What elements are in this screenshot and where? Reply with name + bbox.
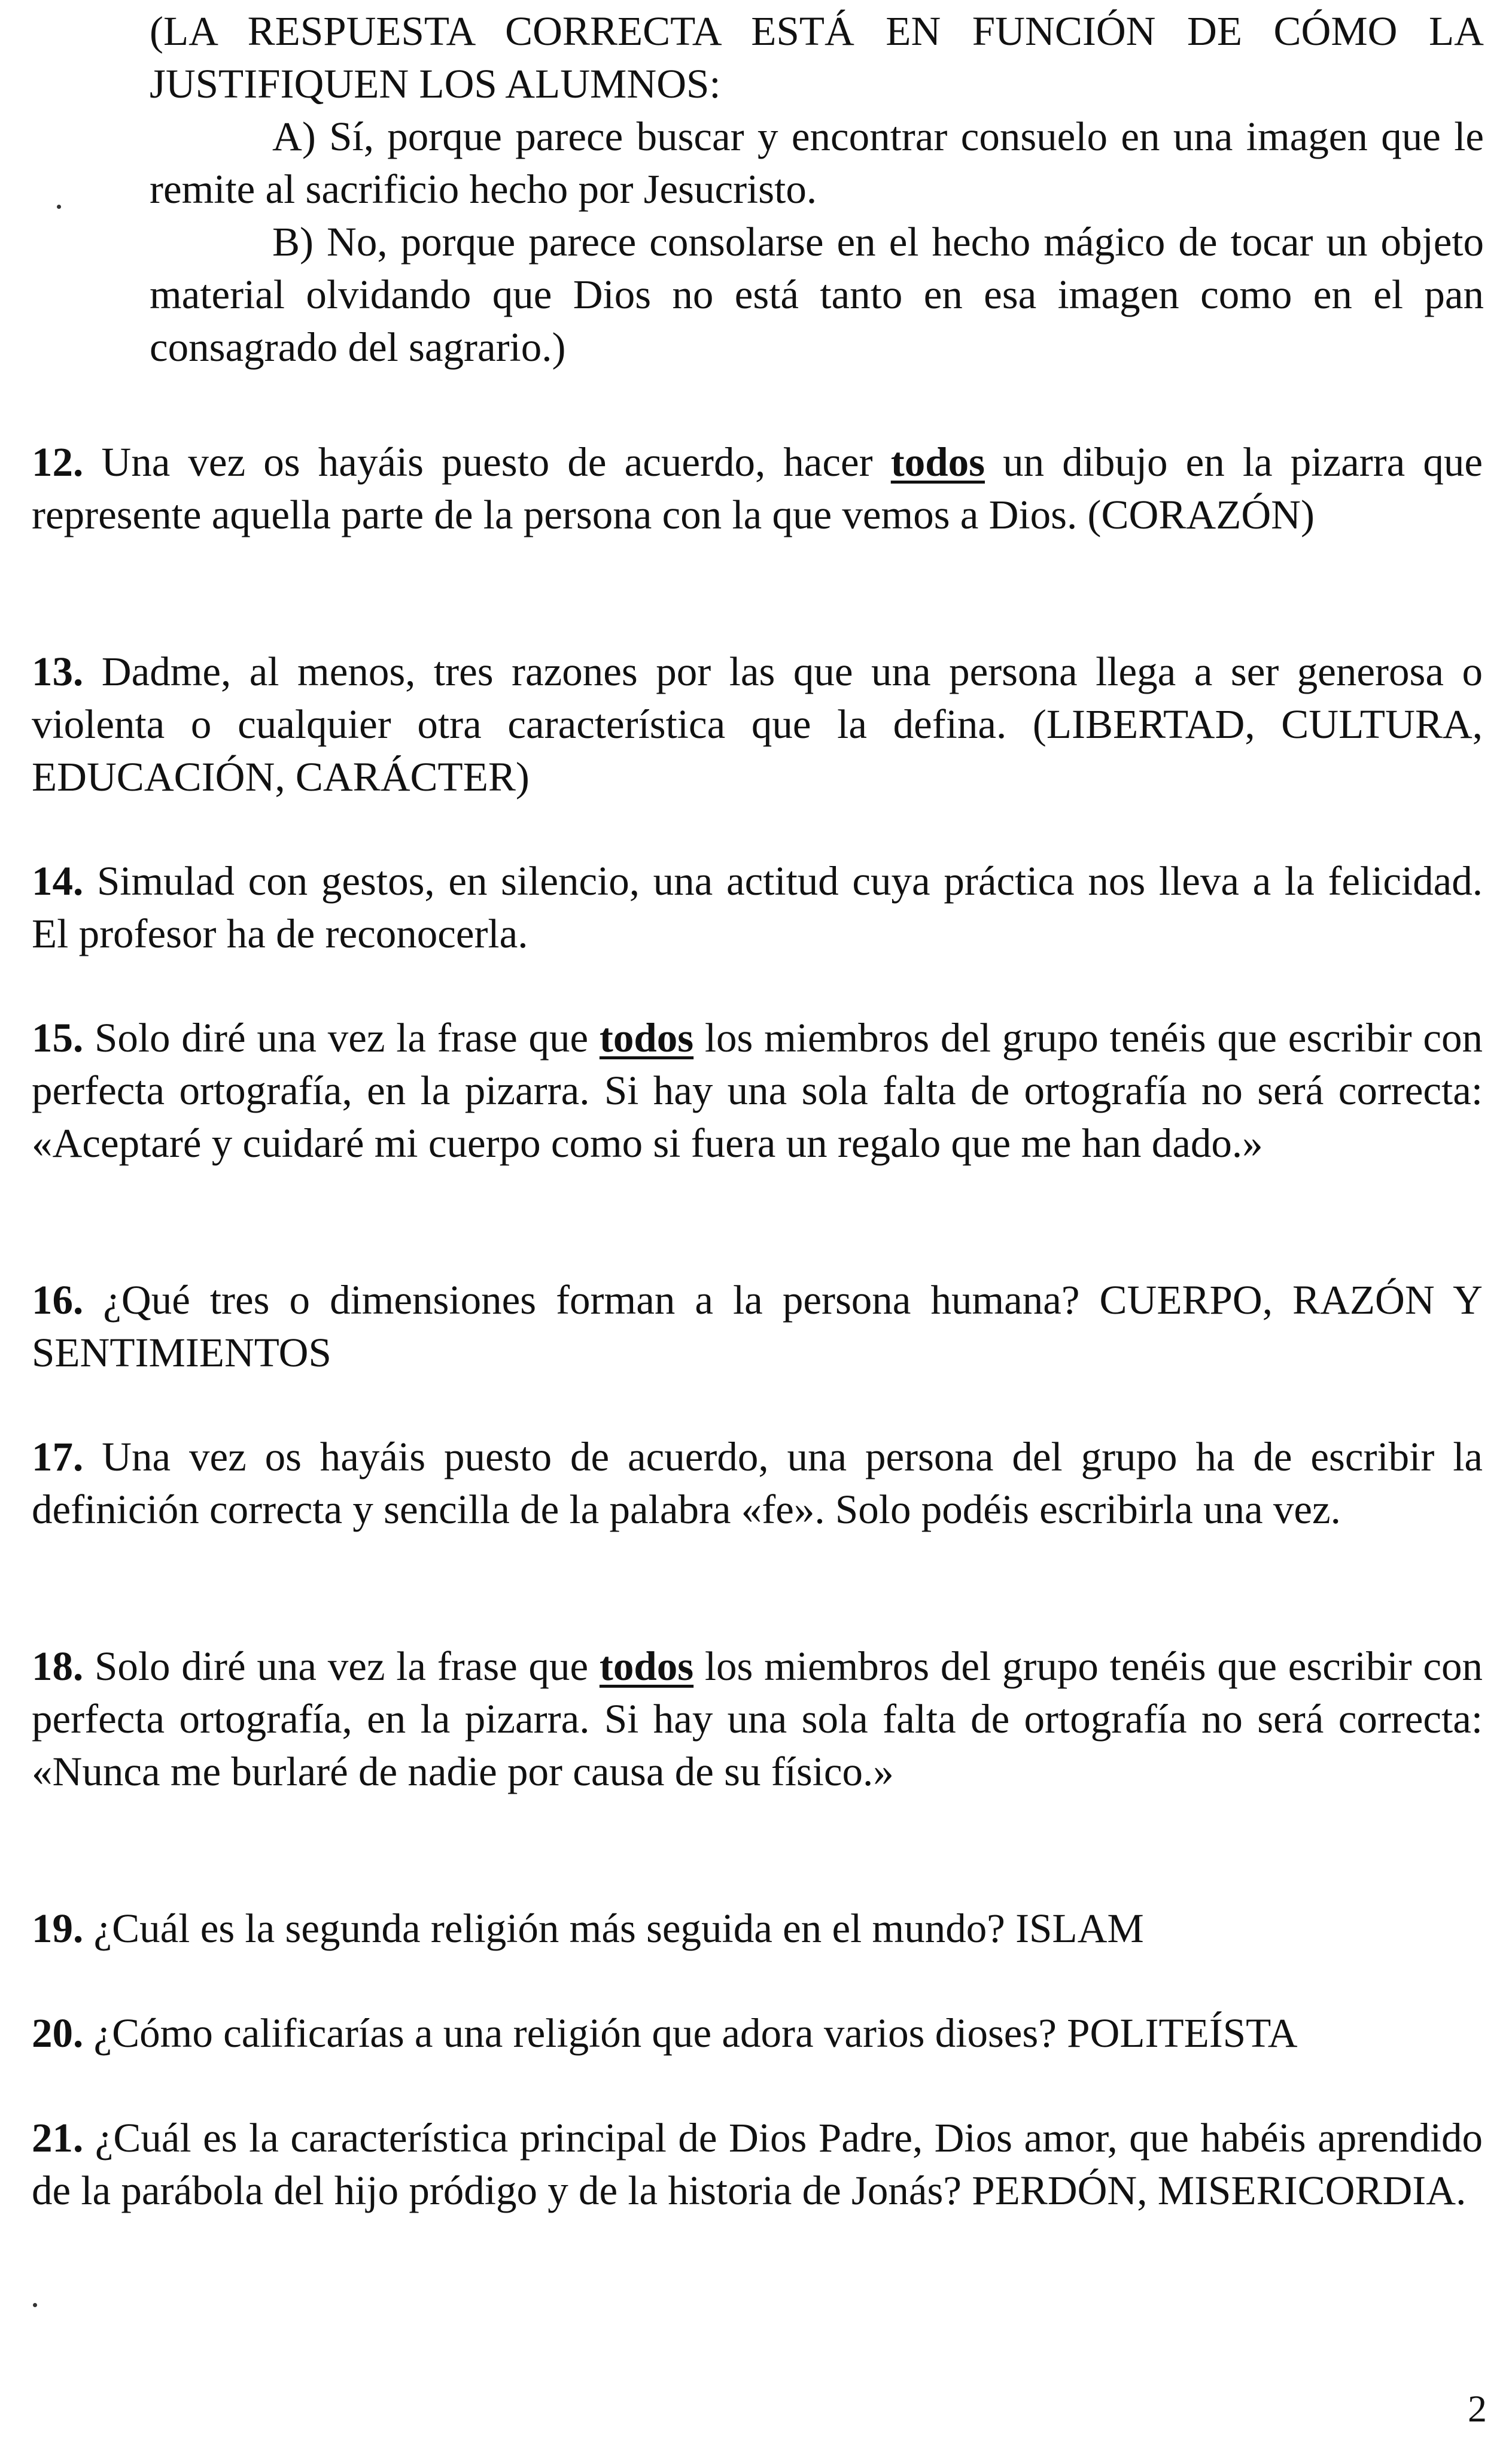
question-20 bbox=[32, 2007, 1483, 2059]
question-number: 18. bbox=[32, 1643, 84, 1689]
question-text: Una vez os hayáis puesto de acuerdo, hacer bbox=[101, 439, 891, 485]
intro-heading: (LA RESPUESTA CORRECTA ESTÁ EN FUNCIÓN DE CÓMO LA JUSTIFIQUEN LOS ALUMNOS: bbox=[150, 8, 1484, 107]
question-15 bbox=[32, 1011, 1483, 1169]
question-text: ¿Cuál es la característica principal de Dios Padre, Dios amor, que habéis aprendido de la parábola del hijo pródigo y de la historia de Jonás? PERDÓN, MISERICORDIA. bbox=[32, 2115, 1483, 2213]
intro-option-a: A) Sí, porque parece buscar y encontrar consuelo en una imagen que le remite al sacrificio hecho por Jesucristo. bbox=[150, 114, 1484, 212]
emphasis-todos: todos bbox=[599, 1643, 694, 1689]
question-number: 20. bbox=[32, 2010, 84, 2056]
question-number: 14. bbox=[32, 858, 84, 904]
question-text-continued: los miembros del grupo tenéis que escribir con perfecta ortografía, en la pizarra. Si hay una sola falta de ortografía no será correcta: «Aceptaré y cuidaré mi cuerpo como si fuera un regalo que me han dado.» bbox=[32, 1015, 1483, 1166]
question-text: ¿Qué tres o dimensiones forman a la persona humana? CUERPO, RAZÓN Y SENTIMIENTOS bbox=[32, 1277, 1483, 1375]
emphasis-todos: todos bbox=[890, 439, 985, 485]
question-text: Dadme, al menos, tres razones por las que una persona llega a ser generosa o violenta o cualquier otra característica que la defina. (LIBERTAD, CULTURA, EDUCACIÓN, CARÁCTER) bbox=[32, 649, 1483, 800]
question-number: 17. bbox=[32, 1434, 84, 1479]
question-number: 21. bbox=[32, 2115, 84, 2161]
emphasis-todos: todos bbox=[599, 1015, 694, 1061]
question-12 bbox=[32, 436, 1483, 541]
question-text: Una vez os hayáis puesto de acuerdo, una persona del grupo ha de escribir la definición correcta y sencilla de la palabra «fe». Solo podéis escribirla una vez. bbox=[32, 1434, 1483, 1532]
question-text: ¿Cómo calificarías a una religión que adora varios dioses? POLITEÍSTA bbox=[93, 2010, 1298, 2056]
question-18 bbox=[32, 1640, 1483, 1798]
question-14 bbox=[32, 855, 1483, 960]
intro-option-b: B) No, porque parece consolarse en el hecho mágico de tocar un objeto material olvidando que Dios no está tanto en esa imagen como en el pan consagrado del sagrario.) bbox=[150, 219, 1484, 370]
question-text-continued: un dibujo en la pizarra que represente aquella parte de la persona con la que vemos a Dios. (CORAZÓN) bbox=[32, 439, 1483, 537]
question-text: ¿Cuál es la segunda religión más seguida en el mundo? ISLAM bbox=[93, 1906, 1144, 1951]
question-number: 16. bbox=[32, 1277, 84, 1323]
question-number: 19. bbox=[32, 1906, 84, 1951]
question-text: Solo diré una vez la frase que bbox=[95, 1643, 600, 1689]
intro-answer-note bbox=[150, 5, 1484, 373]
question-number: 15. bbox=[32, 1015, 84, 1061]
question-text: Simulad con gestos, en silencio, una actitud cuya práctica nos lleva a la felicidad. El profesor ha de reconocerla. bbox=[32, 858, 1483, 956]
scan-speck bbox=[57, 205, 61, 209]
page-number: 2 bbox=[1468, 2387, 1487, 2430]
question-text: Solo diré una vez la frase que bbox=[95, 1015, 600, 1061]
question-13 bbox=[32, 645, 1483, 803]
question-19 bbox=[32, 1902, 1483, 1955]
question-17 bbox=[32, 1430, 1483, 1536]
question-number: 13. bbox=[32, 649, 84, 694]
question-21 bbox=[32, 2111, 1483, 2217]
question-16 bbox=[32, 1274, 1483, 1379]
scan-speck bbox=[33, 2303, 37, 2307]
question-text-continued: los miembros del grupo tenéis que escribir con perfecta ortografía, en la pizarra. Si hay una sola falta de ortografía no será correcta: «Nunca me burlaré de nadie por causa de su físico.» bbox=[32, 1643, 1483, 1794]
question-number: 12. bbox=[32, 439, 84, 485]
